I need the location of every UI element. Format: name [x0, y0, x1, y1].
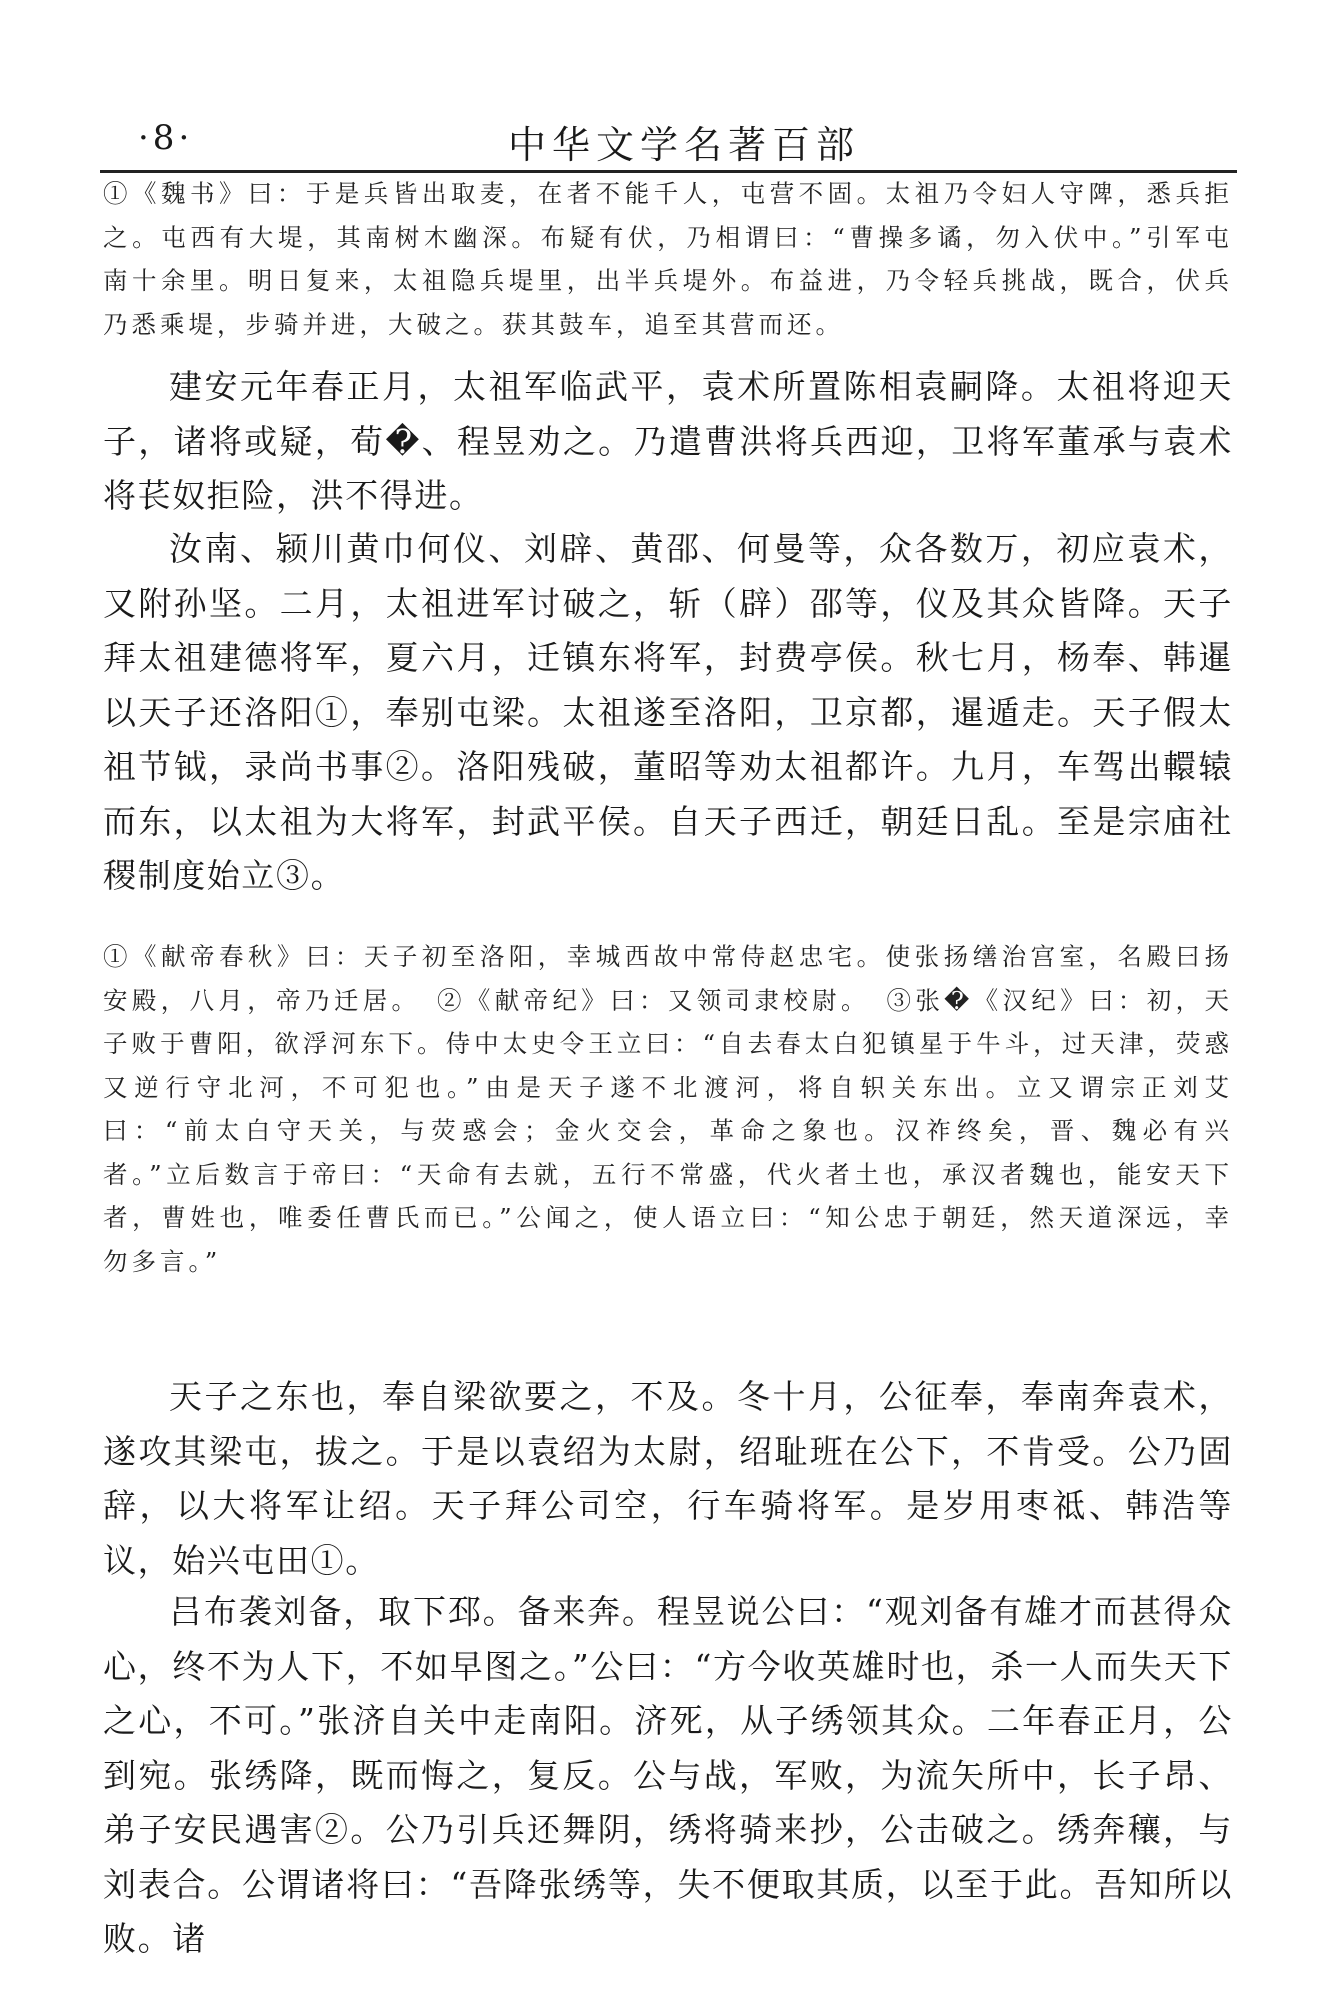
page-number: ·8· [138, 118, 194, 158]
footnote-block-2: ①《献帝春秋》曰：天子初至洛阳，幸城西故中常侍赵忠宅。使张扬缮治宫室，名殿曰扬安殿，八月，帝乃迁居。 ②《献帝纪》曰：又领司隶校尉。 ③张�《汉纪》曰：初，天子败于曹阳，欲浮河东下。侍中太史令王立曰：“自去春太白犯镇星于牛斗，过天津，荧惑又逆行守北河，不可犯也。”由是天子遂不北渡河，将自轵关东出。立又谓宗正刘艾曰：“前太白守天关，与荧惑会；金火交会，革命之象也。汉祚终矣，晋、魏必有兴者。”立后数言于帝曰：“天命有去就，五行不常盛，代火者土也，承汉者魏也，能安天下者，曹姓也，唯委任曹氏而已。”公闻之，使人语立曰：“知公忠于朝廷，然天道深远，幸勿多言。” [103, 942, 1233, 1276]
main-paragraph-4: 吕布袭刘备，取下邳。备来奔。程昱说公曰：“观刘备有雄才而甚得众心，终不为人下，不如早图之。”公曰：“方今收英雄时也，杀一人而失天下之心，不可。”张济自关中走南阳。济死，从子绣领其众。二年春正月，公到宛。张绣降，既而悔之，复反。公与战，军败，为流矢所中，长子昂、弟子安民遇害②。公乃引兵还舞阴，绣将骑来抄，公击破之。绣奔穰，与刘表合。公谓诸将曰：“吾降张绣等，失不便取其质，以至于此。吾知所以败。诸 [103, 1592, 1233, 1958]
main-paragraph-1: 建安元年春正月，太祖军临武平，袁术所置陈相袁嗣降。太祖将迎天子，诸将或疑，荀�、程昱劝之。乃遣曹洪将兵西迎，卫将军董承与袁术将苌奴拒险，洪不得进。 [103, 367, 1233, 515]
book-title: 中华文学名著百部 [508, 123, 861, 167]
main-paragraph-3: 天子之东也，奉自梁欲要之，不及。冬十月，公征奉，奉南奔袁术，遂攻其梁屯，拔之。于是以袁绍为太尉，绍耻班在公下，不肯受。公乃固辞，以大将军让绍。天子拜公司空，行车骑将军。是岁用枣祗、韩浩等议，始兴屯田①。 [103, 1377, 1233, 1580]
page-header [100, 108, 1235, 168]
main-paragraph-2: 汝南、颍川黄巾何仪、刘辟、黄邵、何曼等，众各数万，初应袁术，又附孙坚。二月，太祖进军讨破之，斩（辟）邵等，仪及其众皆降。天子拜太祖建德将军，夏六月，迁镇东将军，封费亭侯。秋七月，杨奉、韩暹以天子还洛阳①，奉别屯梁。太祖遂至洛阳，卫京都，暹遁走。天子假太祖节钺，录尚书事②。洛阳残破，董昭等劝太祖都许。九月，车驾出轘辕而东，以太祖为大将军，封武平侯。自天子西迁，朝廷日乱。至是宗庙社稷制度始立③。 [103, 529, 1233, 895]
footnote-block-1: ①《魏书》曰：于是兵皆出取麦，在者不能千人，屯营不固。太祖乃令妇人守陴，悉兵拒之。屯西有大堤，其南树木幽深。布疑有伏，乃相谓曰：“曹操多谲，勿入伏中。”引军屯南十余里。明日复来，太祖隐兵堤里，出半兵堤外。布益进，乃令轻兵挑战，既合，伏兵乃悉乘堤，步骑并进，大破之。获其鼓车，追至其营而还。 [103, 179, 1233, 339]
